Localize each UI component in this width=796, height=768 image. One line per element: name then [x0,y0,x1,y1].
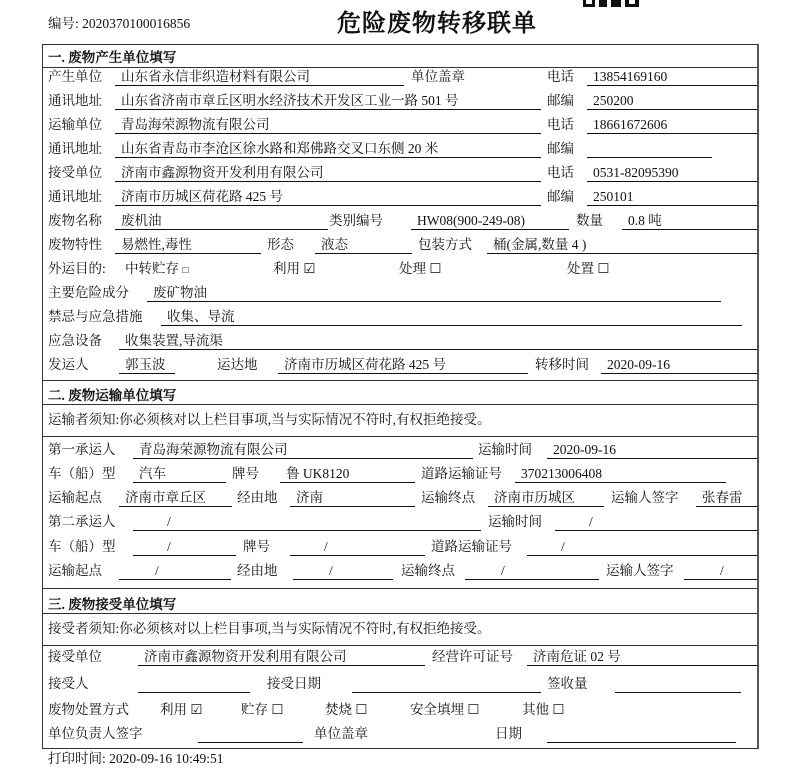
first-vehicle-field[interactable]: 汽车 [133,464,226,483]
print-time [48,749,224,768]
label: 转移时间 [535,357,589,372]
received-amount-field[interactable] [615,674,741,693]
label: 经由地 [237,563,278,578]
label: 运输时间 [488,514,542,529]
first-end-field[interactable]: 济南市历城区 [488,488,604,507]
receive-date-field[interactable] [352,674,541,693]
label: 接受人 [48,676,89,691]
label: 外运目的: [48,261,106,276]
hazard-field[interactable]: 废矿物油 [147,283,721,302]
label: 第二承运人 [48,514,116,529]
serial-label: 编号: [48,16,79,31]
first-via-field[interactable]: 济南 [290,488,415,507]
option-label: 安全填埋 [410,702,464,717]
label: 邮编 [547,189,574,204]
producer-zip-field[interactable]: 250200 [587,91,757,110]
method-option-utilize[interactable] [160,700,202,720]
label: 主要危险成分 [48,285,129,300]
checkbox-checked-icon[interactable]: ☑ [190,702,203,717]
checkbox-icon[interactable]: ☐ [271,702,284,717]
label: 发运人 [48,357,89,372]
equipment-field[interactable]: 收集装置,导流渠 [119,331,757,350]
label: 车（船）型 [48,539,116,554]
label: 邮编 [547,93,574,108]
shipper-field[interactable]: 郭玉波 [119,355,175,374]
divider [42,588,757,589]
option-label: 利用 [273,261,300,276]
checkbox-icon[interactable]: ☐ [467,702,480,717]
label: 运输人签字 [606,563,674,578]
label: 经由地 [237,490,278,505]
label: 废物特性 [48,237,102,252]
qr-code-fragment [583,0,641,8]
label: 道路运输证号 [421,466,502,481]
method-option-incinerate[interactable] [325,700,367,720]
license-field[interactable]: 济南危证 02 号 [527,647,757,666]
label: 通讯地址 [48,141,102,156]
second-carrier-field[interactable]: / [133,512,481,531]
sign-date-field[interactable] [547,724,736,743]
checkbox-checked-icon[interactable]: ☑ [303,261,316,276]
receiver-phone-field[interactable]: 0531-82095390 [587,163,757,182]
label: 电话 [547,165,574,180]
first-plate-field[interactable]: 鲁 UK8120 [280,464,415,483]
label: 经营许可证号 [432,649,513,664]
waste-name-field[interactable]: 废机油 [115,211,328,230]
form-title: 危险废物转移联单 [337,11,537,37]
producer-phone-field[interactable]: 13854169160 [587,67,757,86]
second-vehicle-field[interactable]: / [133,537,236,556]
carrier-zip-field[interactable] [587,139,712,158]
label: 废物名称 [48,213,102,228]
divider [42,613,757,614]
purpose-option-utilize[interactable] [273,259,315,279]
category-field[interactable]: HW08(900-249-08) [411,211,569,230]
receiving-unit-field[interactable]: 济南市鑫源物资开发利用有限公司 [138,647,425,666]
transfer-time-field[interactable]: 2020-09-16 [601,355,757,374]
quantity-field[interactable]: 0.8 吨 [622,211,757,230]
label: 电话 [547,117,574,132]
producer-field[interactable]: 山东省永信非织造材料有限公司 [115,67,404,86]
label: 接受单位 [48,165,102,180]
option-label: 处理 [399,261,426,276]
producer-address-field[interactable]: 山东省济南市章丘区明水经济技术开发区工业一路 501 号 [115,91,541,110]
first-permit-field[interactable]: 370213006408 [515,464,726,483]
checkbox-icon[interactable]: ☐ [597,261,610,276]
section-3-heading: 三. 废物接受单位填写 [48,597,177,612]
print-time-label: 打印时间: [48,751,106,766]
transport-notice: 运输者须知:你必须核对以上栏目事项,当与实际情况不符时,有权拒绝接受。 [48,412,491,427]
second-permit-field[interactable]: / [527,537,757,556]
option-label: 焚烧 [325,702,352,717]
option-label: 利用 [160,702,187,717]
receiver-notice: 接受者须知:你必须核对以上栏目事项,当与实际情况不符时,有权拒绝接受。 [48,621,491,636]
label: 日期 [495,726,522,741]
carrier-phone-field[interactable]: 18661672606 [587,115,757,134]
label: 运输起点 [48,490,102,505]
second-end-field[interactable]: / [465,561,599,580]
label: 第一承运人 [48,442,116,457]
measures-field[interactable]: 收集、导流 [161,307,742,326]
first-sign-field[interactable]: 张春雷 [696,488,757,507]
label: 签收量 [547,676,588,691]
serial-number [48,12,190,32]
divider [42,436,757,437]
serial-value: 2020370100016856 [82,16,191,31]
receiver-person-field[interactable] [138,674,250,693]
destination-field[interactable]: 济南市历城区荷花路 425 号 [278,355,528,374]
first-time-field[interactable]: 2020-09-16 [547,440,757,459]
label: 通讯地址 [48,189,102,204]
label: 运输人签字 [611,490,679,505]
label: 车（船）型 [48,466,116,481]
checkbox-icon[interactable]: □ [182,265,189,276]
property-field[interactable]: 易燃性,毒性 [115,235,261,254]
label: 单位盖章 [314,726,368,741]
label: 牌号 [232,466,259,481]
label: 牌号 [243,539,270,554]
second-start-field[interactable]: / [119,561,231,580]
second-via-field[interactable]: / [293,561,393,580]
print-time-value: 2020-09-16 10:49:51 [109,751,224,766]
label: 运输时间 [478,442,532,457]
carrier-address-field[interactable]: 山东省青岛市李沧区徐水路和郑佛路交叉口东侧 20 米 [115,139,541,158]
option-label: 中转贮存 [125,261,179,276]
receiver-field[interactable]: 济南市鑫源物资开发利用有限公司 [115,163,541,182]
label: 运输终点 [401,563,455,578]
label: 数量 [576,213,603,228]
receiver-zip-field[interactable]: 250101 [587,187,757,206]
purpose-option-treat[interactable] [399,259,441,279]
checkbox-icon[interactable]: ☐ [429,261,442,276]
checkbox-icon[interactable]: ☐ [552,702,565,717]
label: 运输起点 [48,563,102,578]
label: 产生单位 [48,69,102,84]
label: 禁忌与应急措施 [48,309,143,324]
label: 单位盖章 [411,69,465,84]
form-field[interactable]: 液态 [315,235,412,254]
divider [42,404,757,405]
option-label: 处置 [567,261,594,276]
option-label: 其他 [522,702,549,717]
label: 单位负责人签字 [48,726,143,741]
method-option-store[interactable] [241,700,283,720]
label: 运达地 [217,357,258,372]
label: 类别编号 [329,213,383,228]
purpose-option-transit[interactable] [125,259,188,281]
method-option-other[interactable] [522,700,564,720]
label: 道路运输证号 [431,539,512,554]
packaging-field[interactable]: 桶(金属,数量 4 ) [487,235,757,254]
first-start-field[interactable]: 济南市章丘区 [119,488,232,507]
divider [42,380,757,381]
first-carrier-field[interactable]: 青岛海荣源物流有限公司 [133,440,473,459]
section-1-heading: 一. 废物产生单位填写 [48,50,177,65]
label: 废物处置方式 [48,702,129,717]
label: 应急设备 [48,333,102,348]
label: 形态 [267,237,294,252]
label: 接受单位 [48,649,102,664]
purpose-option-dispose[interactable] [567,259,609,279]
label: 电话 [547,69,574,84]
label: 通讯地址 [48,93,102,108]
section-2-heading: 二. 废物运输单位填写 [48,388,177,403]
label: 运输单位 [48,117,102,132]
carrier-field[interactable]: 青岛海荣源物流有限公司 [115,115,541,134]
second-time-field[interactable]: / [555,512,757,531]
label: 包装方式 [418,237,472,252]
head-sign-field[interactable] [198,724,303,743]
label: 运输终点 [421,490,475,505]
second-sign-field[interactable]: / [684,561,757,580]
method-option-landfill[interactable] [410,700,479,720]
second-plate-field[interactable]: / [290,537,425,556]
divider [42,645,757,646]
receiver-address-field[interactable]: 济南市历城区荷花路 425 号 [115,187,541,206]
option-label: 贮存 [241,702,268,717]
checkbox-icon[interactable]: ☐ [355,702,368,717]
label: 接受日期 [267,676,321,691]
label: 邮编 [547,141,574,156]
